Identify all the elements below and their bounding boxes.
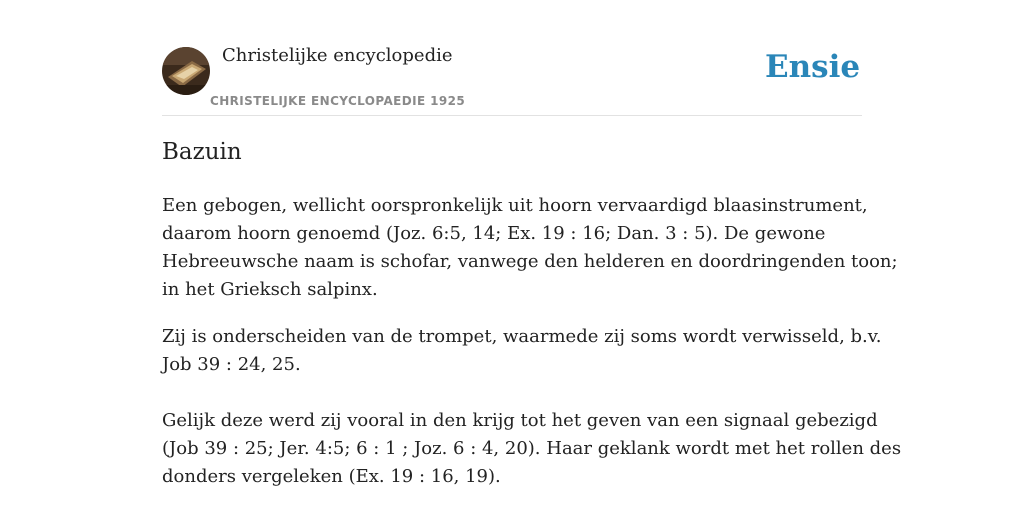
article-paragraph bbox=[162, 407, 902, 491]
paragraph-line: Gelijk deze werd zij vooral in den krijg tot het geven van een signaal gebezigd bbox=[162, 410, 878, 431]
site-name[interactable]: Christelijke encyclopedie bbox=[222, 45, 453, 66]
paragraph-line: Een gebogen, wellicht oorspronkelijk uit hoorn vervaardigd blaasinstrument, bbox=[162, 195, 868, 216]
paragraph-line: in het Grieksch salpinx. bbox=[162, 279, 378, 300]
ensie-logo[interactable]: Ensie bbox=[765, 49, 861, 85]
encyclopedia-avatar[interactable] bbox=[162, 47, 210, 95]
paragraph-line: (Job 39 : 25; Jer. 4:5; 6 : 1 ; Joz. 6 : 4, 20). Haar geklank wordt met het rollen des bbox=[162, 438, 902, 459]
paragraph-line: Hebreeuwsche naam is schofar, vanwege den helderen en doordringenden toon; bbox=[162, 251, 898, 272]
paragraph-line: Zij is onderscheiden van de trompet, waarmede zij soms wordt verwisseld, b.v. bbox=[162, 326, 882, 347]
article-paragraph bbox=[162, 192, 898, 304]
book-cover-icon bbox=[162, 47, 210, 95]
paragraph-line: donders vergeleken (Ex. 19 : 16, 19). bbox=[162, 466, 501, 487]
article-title: Bazuin bbox=[162, 139, 242, 165]
paragraph-line: daarom hoorn genoemd (Joz. 6:5, 14; Ex. 19 : 16; Dan. 3 : 5). De gewone bbox=[162, 223, 826, 244]
site-subtitle[interactable]: CHRISTELIJKE ENCYCLOPAEDIE 1925 bbox=[210, 94, 466, 108]
paragraph-line: Job 39 : 24, 25. bbox=[162, 354, 301, 375]
header-divider bbox=[162, 115, 862, 116]
article-paragraph bbox=[162, 323, 882, 379]
